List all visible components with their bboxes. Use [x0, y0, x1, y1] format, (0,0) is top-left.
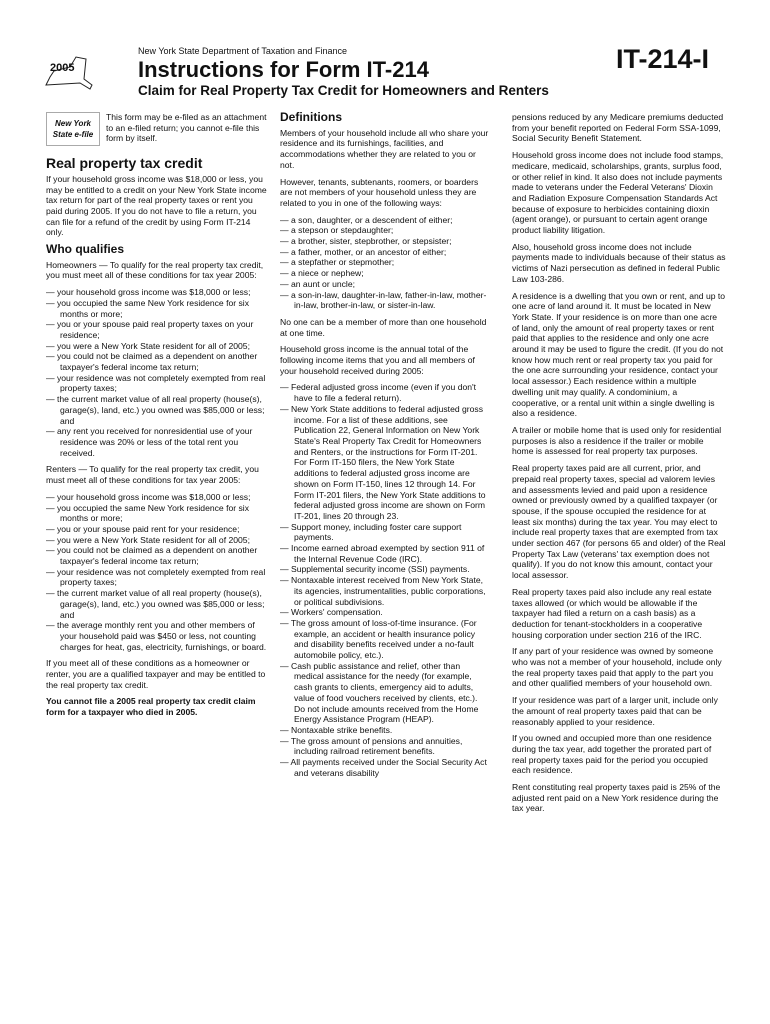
- list-item: — you could not be claimed as a dependent on another taxpayer's federal income tax return;: [46, 351, 268, 372]
- paragraph: If any part of your residence was owned by someone who was not a member of your household, include only the real property taxes paid that apply to the part you and other qualified members of your household own.: [512, 646, 722, 689]
- header: [0, 0, 770, 104]
- paragraph: Members of your household include all who share your residence and its furnishings, facilities, and accommodations whether they are related to you or not.: [280, 127, 489, 170]
- list-item: — you occupied the same New York residence for six months or more;: [46, 298, 268, 319]
- paragraph: Household gross income is the annual total of the following income items that you and all members of your household received during 2005:: [280, 344, 475, 376]
- efile-logo: New York State e-file: [46, 112, 100, 146]
- section-heading: Who qualifies: [46, 242, 124, 257]
- list-item: — you could not be claimed as a dependent on another taxpayer's federal income tax return;: [46, 545, 268, 566]
- list-item: — a father, mother, or an ancestor of either;: [280, 247, 490, 258]
- homeowner-conditions: [46, 287, 268, 458]
- renter-conditions: [46, 492, 268, 653]
- paragraph: Homeowners — To qualify for the real property tax credit, you must meet all of these conditions for tax year 2005:: [46, 259, 264, 281]
- list-item: — the average monthly rent you and other members of your household paid was $450 or less, not counting charges for heat, gas, electricity, furnishings, or board.: [46, 620, 268, 652]
- list-item: — Nontaxable strike benefits.: [280, 725, 490, 736]
- list-item: — a brother, sister, stepbrother, or stepsister;: [280, 236, 490, 247]
- paragraph: Real property taxes paid are all current, prior, and prepaid real property taxes, special ad valorem levies and assessments levied and paid upon a residence owned or previously owned by a qualified taxpayer (or spouse, if the spouse occupied the residence for at least six months) during the tax year. You may elect to include real property taxes that are exempted from tax under section 467 (for persons 65 and older) of the Real Property Tax Law (veterans' tax exemption does not qualify). If you do not know this amount, contact your local assessor.: [512, 463, 726, 581]
- section-heading: Definitions: [280, 112, 342, 124]
- list-item: — Cash public assistance and relief, other than medical assistance for the needy (for example, cash grants to clients, emergency aid to adults, value of food vouchers received by clients, etc.). Do not include amounts received from the Home Energy Assistance Program (HEAP).: [280, 661, 490, 725]
- section-heading: Real property tax credit: [46, 155, 203, 172]
- paragraph: Rent constituting real property taxes paid is 25% of the adjusted rent paid on a New York residence during the tax year.: [512, 782, 721, 814]
- paragraph: You cannot file a 2005 real property tax credit claim form for a taxpayer who died in 2005.: [46, 696, 256, 718]
- paragraph: If your residence was part of a larger unit, include only the amount of real property taxes paid that can be reasonably applied to your residence.: [512, 695, 718, 727]
- form-id: IT-214-I: [616, 44, 710, 74]
- list-item: — you were a New York State resident for all of 2005;: [46, 341, 268, 352]
- list-item: — The gross amount of loss-of-time insurance. (For example, an accident or health insurance policy and disability benefits received under a no-fault automobile policy, etc.).: [280, 618, 490, 661]
- list-item: — Nontaxable interest received from New York State, its agencies, instrumentalities, public corporations, or political subdivisions.: [280, 575, 490, 607]
- paragraph: If your household gross income was $18,000 or less, you may be entitled to a credit on your New York State income tax return for part of the real property taxes or rent you paid during 2005. If you do not have to file a return, you can file for a refund of the credit by using Form IT-214 only.: [46, 173, 267, 238]
- list-item: — a stepfather or stepmother;: [280, 257, 490, 268]
- list-item: — Income earned abroad exempted by section 911 of the Internal Revenue Code (IRC).: [280, 543, 490, 564]
- department-name: New York State Department of Taxation and Finance: [138, 46, 347, 56]
- page-title: Instructions for Form IT-214: [138, 57, 429, 82]
- paragraph: A trailer or mobile home that is used only for residential purposes is also a residence if the trailer or mobile home is assessed for real property tax purposes.: [512, 424, 722, 457]
- list-item: — your household gross income was $18,000 or less;: [46, 492, 268, 503]
- list-item: — the current market value of all real property (house(s), garage(s), land, etc.) you owned was $85,000 or less; and: [46, 394, 268, 426]
- list-item: — New York State additions to federal adjusted gross income. For a list of these additions, see Publication 22, General Information on New York State's Real Property Tax Credit for Homeowners and Renters, or the instructions for Form IT-201. For Form IT-150 filers, the New York State additions to federal adjusted gross income are shown on Form IT-150, lines 12 through 14. For Form IT-201 filers, the New York State additions to federal adjusted gross income are shown on Form IT-201, lines 20 through 23.: [280, 404, 490, 522]
- paragraph: Renters — To qualify for the real property tax credit, you must meet all of these conditions for tax year 2005:: [46, 464, 259, 486]
- relations-list: [280, 215, 490, 311]
- list-item: — your residence was not completely exempted from real property taxes;: [46, 373, 268, 394]
- column-3: [512, 112, 726, 992]
- list-item: — a niece or nephew;: [280, 268, 490, 279]
- list-item: — Support money, including foster care support payments.: [280, 522, 490, 543]
- income-list: [280, 382, 490, 778]
- paragraph: However, tenants, subtenants, roomers, or boarders are not members of your household unless they are related to you in one of the following ways:: [280, 176, 479, 208]
- list-item: — the current market value of all real property (house(s), garage(s), land, etc.) you owned was $85,000 or less; and: [46, 588, 268, 620]
- page-subtitle: Claim for Real Property Tax Credit for Homeowners and Renters: [138, 83, 549, 98]
- list-item: — Supplemental security income (SSI) payments.: [280, 564, 490, 575]
- list-item: — you or your spouse paid real property taxes on your residence;: [46, 319, 268, 340]
- list-item: — a stepson or stepdaughter;: [280, 225, 490, 236]
- list-item: — All payments received under the Social Security Act and veterans disability: [280, 757, 490, 778]
- paragraph: If you owned and occupied more than one residence during the tax year, add together the prorated part of real property taxes paid for the period you occupied each residence.: [512, 733, 712, 776]
- paragraph: Household gross income does not include food stamps, medicare, medicaid, scholarships, grants, surplus food, or other relief in kind. It also does not include payments made to veterans under the Federal Veterans' Dioxin and Radiation Exposure Compensation Standards Act because of exposure to herbicides containing dioxin (agent orange), or pursuant to certain agent orange product liability litigation.: [512, 150, 724, 236]
- list-item: — an aunt or uncle;: [280, 279, 490, 290]
- list-item: — any rent you received for nonresidential use of your residence was 20% or less of the total rent you received.: [46, 426, 268, 458]
- list-item: — Federal adjusted gross income (even if you don't have to file a federal return).: [280, 382, 490, 403]
- list-item: — a son, daughter, or a descendent of either;: [280, 215, 490, 226]
- list-item: — you occupied the same New York residence for six months or more;: [46, 503, 268, 524]
- column-2: [280, 112, 490, 992]
- paragraph: pensions reduced by any Medicare premiums deducted from your benefit reported on Federal Form SSA-1099, Social Security Benefit Statement.: [512, 112, 724, 144]
- efile-note: This form may be e-filed as an attachment to an e-filed return; you cannot e-file this form by itself.: [106, 112, 267, 144]
- list-item: — you or your spouse paid rent for your residence;: [46, 524, 268, 535]
- list-item: — you were a New York State resident for all of 2005;: [46, 535, 268, 546]
- paragraph: If you meet all of these conditions as a homeowner or renter, you are a qualified taxpayer and may be entitled to the real property tax credit.: [46, 658, 266, 690]
- list-item: — your residence was not completely exempted from real property taxes;: [46, 567, 268, 588]
- list-item: — Workers' compensation.: [280, 607, 490, 618]
- list-item: — The gross amount of pensions and annuities, including railroad retirement benefits.: [280, 736, 490, 757]
- paragraph: A residence is a dwelling that you own or rent, and up to one acre of land around it. It must be located in New York State. If your residence is on more than one acre of land, only the amount of real property taxes or rent paid that applies to the residence and only one acre around it may be used to figure the credit. (If you do not know how much rent or real property tax you paid for the one acre surrounding your residence, contact your local assessor.) Each residence within a multiple dwelling unit may qualify. A condominium, a cooperative, or a rental unit within a single dwelling is also a residence.: [512, 290, 726, 419]
- tax-year: 2005: [50, 62, 75, 74]
- paragraph: Real property taxes paid also include any real estate taxes allowed (or which would be allowable if the taxpayer had filed a return on a cash basis) as a deduction for tenant-stockholders in a cooperative housing corporation under section 216 of the IRC.: [512, 586, 712, 640]
- paragraph: No one can be a member of more than one household at one time.: [280, 316, 487, 338]
- efile-notice: [46, 112, 268, 150]
- column-1: [46, 112, 268, 992]
- list-item: — your household gross income was $18,000 or less;: [46, 287, 268, 298]
- list-item: — a son-in-law, daughter-in-law, father-in-law, mother-in-law, brother-in-law, or sister-in-law.: [280, 290, 490, 311]
- paragraph: Also, household gross income does not include payments made to individuals because of their status as victims of Nazi persecution as defined in federal Public Law 103-286.: [512, 241, 726, 284]
